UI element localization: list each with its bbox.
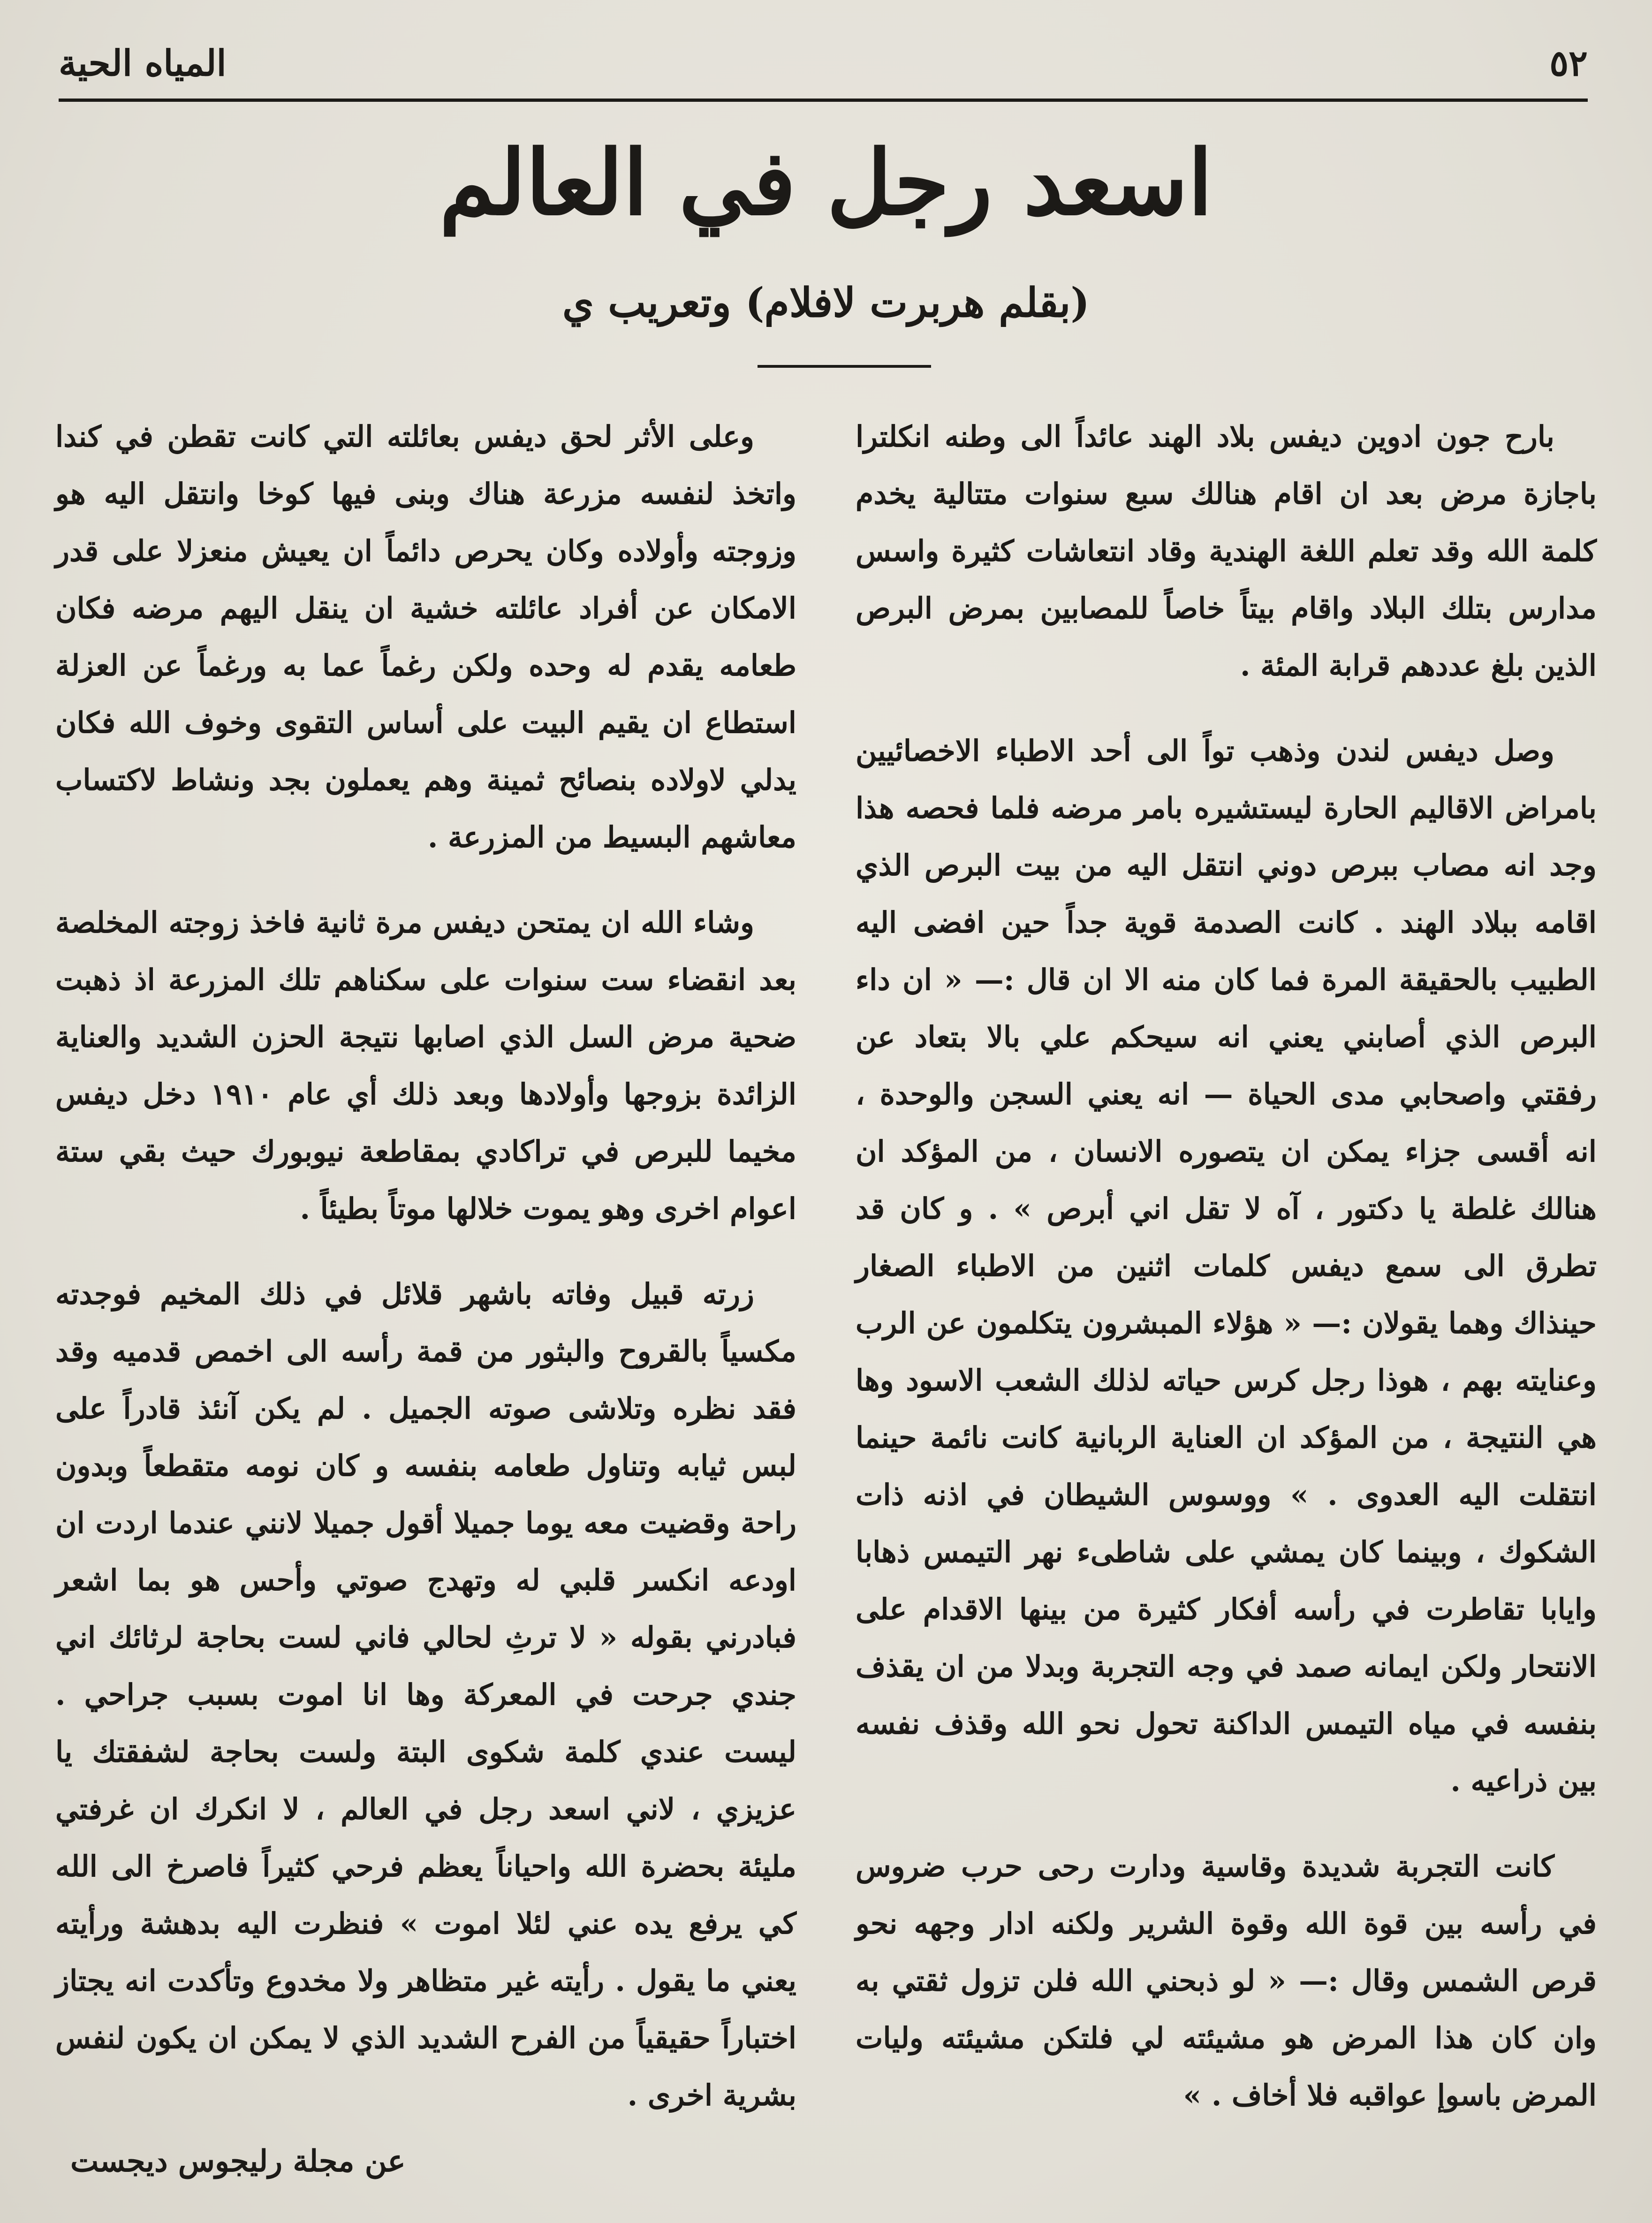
paragraph: وشاء الله ان يمتحن ديفس مرة ثانية فاخذ زوجته المخلصة بعد انقضاء ست سنوات على سكناهم تلك المزرعة اذ ذهبت ضحية مرض السل الذي اصابها نتيجة الحزن الشديد والعناية الزائدة بزوجها وأولادها وبعد ذلك أي عام ١٩١٠ دخل ديفس مخيما للبرص في تراكادي بمقاطعة نيوبورك حيث بقي ستة اعوام اخرى وهو يموت خلالها موتاً بطيئاً . bbox=[55, 905, 796, 1226]
paragraph: وصل ديفس لندن وذهب تواً الى أحد الاطباء الاخصائيين بامراض الاقاليم الحارة ليستشيره بامر مرضه فلما فحصه هذا وجد انه مصاب ببرص دوني انتقل اليه من بيت البرص الذي اقامه ببلاد الهند . كانت الصدمة قوية جداً حين افضى اليه الطبيب بالحقيقة المرة فما كان منه الا ان قال :— « ان داء البرص الذي أصابني يعني انه سيحكم علي بالا بتعاد عن رفقتي واصحابي مدى الحياة — انه يعني السجن والوحدة ، انه أقسى جزاء يمكن ان يتصوره الانسان ، من المؤكد ان هنالك غلطة يا دكتور ، آه لا تقل اني أبرص » . و كان قد تطرق الى سمع ديفس كلمات اثنين من الاطباء الصغار حينذاك وهما يقولان :— « هؤلاء المبشرون يتكلمون عن الرب وعنايته بهم ، هوذا رجل كرس حياته لذلك الشعب الاسود وها هي النتيجة ، من المؤكد ان العناية الربانية كانت نائمة حينما انتقلت اليه العدوى . » ووسوس الشيطان في اذنه ذات الشكوك ، وبينما كان يمشي على شاطىء نهر التيمس ذهابا وايابا تقاطرت في رأسه أفكار كثيرة من بينها الاقدام على الانتحار ولكن ايمانه صمد في وجه التجربة وبدلا من ان يقذف بنفسه في مياه التيمس الداكنة تحول نحو الله وقذف نفسه بين ذراعيه . bbox=[856, 734, 1597, 1798]
paragraph: وعلى الأثر لحق ديفس بعائلته التي كانت تقطن في كندا واتخذ لنفسه مزرعة هناك وبنى فيها كوخا وانتقل اليه هو وزوجته وأولاده وكان يحرص دائماً ان يعيش منعزلا على قدر الامكان عن أفراد عائلته خشية ان ينقل اليهم مرضه فكان طعامه يقدم له وحده ولكن رغماً عما به ورغماً عن العزلة استطاع ان يقيم البيت على أساس التقوى وخوف الله فكان يدلي لاولاده بنصائح ثمينة وهم يعملون بجد ونشاط لاكتساب معاشهم البسيط من المزرعة . bbox=[55, 419, 796, 854]
left-column bbox=[55, 408, 796, 2152]
article-byline: (بقلم هربرت لافلام) وتعريب ي bbox=[562, 279, 1090, 326]
paragraph: بارح جون ادوين ديفس بلاد الهند عائداً الى وطنه انكلترا باجازة مرض بعد ان اقام هنالك سبع سنوات متتالية يخدم كلمة الله وقد تعلم اللغة الهندية وقاد انتعاشات كثيرة واسس مدارس بتلك البلاد واقام بيتاً خاصاً للمصابين بمرض البرص الذين بلغ عددهم قرابة المئة . bbox=[856, 419, 1597, 683]
article-title: اسعد رجل في العالم bbox=[439, 130, 1213, 235]
article-source: عن مجلة رليجوس ديجست bbox=[70, 2144, 406, 2179]
page-header bbox=[59, 38, 1588, 102]
running-head: المياه الحية bbox=[59, 42, 227, 84]
paragraph: كانت التجربة شديدة وقاسية ودارت رحى حرب ضروس في رأسه بين قوة الله وقوة الشرير ولكنه ادار وجهه نحو قرص الشمس وقال :— « لو ذبحني الله فلن تزول ثقتي به وان كان هذا المرض هو مشيئته لي فلتكن مشيئته وليات المرض باسوإ عواقبه فلا أخاف . » bbox=[856, 1849, 1597, 2112]
title-divider bbox=[758, 365, 931, 368]
paragraph: زرته قبيل وفاته باشهر قلائل في ذلك المخيم فوجدته مكسياً بالقروح والبثور من قمة رأسه الى اخمص قدميه وقد فقد نظره وتلاشى صوته الجميل . لم يكن آنئذ قادراً على لبس ثيابه وتناول طعامه بنفسه و كان نومه متقطعاً وبدون راحة وقضيت معه يوما جميلا أقول جميلا لانني عندما اردت ان اودعه انكسر قلبي له وتهدج صوتي وأحس هو بما اشعر فبادرني بقوله « لا ترثِ لحالي فاني لست بحاجة لرثائك اني جندي جرحت في المعركة وها انا اموت بسبب جراحي . ليست عندي كلمة شكوى البتة ولست بحاجة لشفقتك يا عزيزي ، لاني اسعد رجل في العالم ، لا انكرك ان غرفتي مليئة بحضرة الله واحياناً يعظم فرحي كثيراً فاصرخ الى الله كي يرفع يده عني لئلا اموت » فنظرت اليه بدهشة ورأيته يعني ما يقول . رأيته غير متظاهر ولا مخدوع وتأكدت انه يجتاز اختباراً حقيقياً من الفرح الشديد الذي لا يمكن ان يكون لنفس بشرية اخرى . bbox=[55, 1277, 796, 2112]
right-column bbox=[856, 408, 1597, 2152]
page-number: ٥٢ bbox=[1549, 42, 1588, 84]
